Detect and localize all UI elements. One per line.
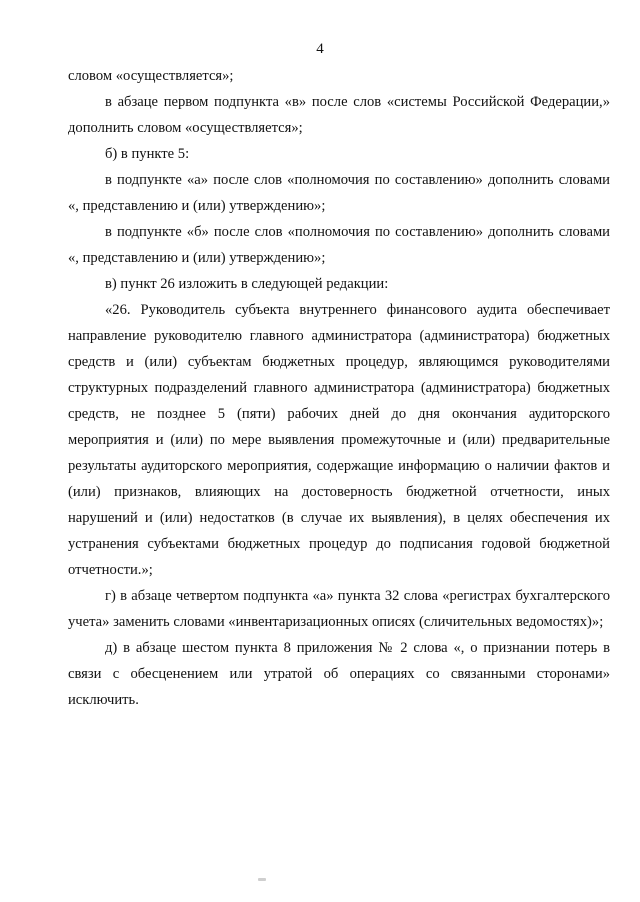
paragraph-item-d: д) в абзаце шестом пункта 8 приложения № 2 слова «, о признании потерь в связи с обесценением или утратой об операциях со связанными сторонами» исключить. [68, 640, 610, 708]
paragraph-subpoint-b: в подпункте «б» после слов «полномочия по составлению» дополнить словами «, представлению и (или) утверждению»; [68, 224, 610, 266]
paragraph-subpoint-a: в подпункте «а» после слов «полномочия по составлению» дополнить словами «, представлению и (или) утверждению»; [68, 172, 610, 214]
paragraph-item-b: б) в пункте 5: [105, 146, 190, 162]
paragraph-point-26: «26. Руководитель субъекта внутреннего финансового аудита обеспечивает направление руководителю главного администратора (администратора) бюджетных средств и (или) субъектам бюджетных процедур, являющимся руководителями структурных подразделений главного администратора (администратора) бюджетных средств, не позднее 5 (пяти) рабочих дней до дня окончания аудиторского мероприятия и (или) по мере выявления промежуточные и (или) предварительные результаты аудиторского мероприятия, содержащие информацию о наличии фактов и (или) признаков, влияющих на достоверность бюджетной отчетности, иных нарушений и (или) недостатков (в случае их выявления), в целях обеспечения их устранения субъектами бюджетных процедур до подписания годовой бюджетной отчетности.»; [68, 302, 610, 578]
page-number: 4 [316, 41, 324, 57]
scan-artifact [258, 878, 266, 881]
paragraph-item-g: г) в абзаце четвертом подпункта «а» пункта 32 слова «регистрах бухгалтерского учета» заменить словами «инвентаризационных описях (сличительных ведомостях)»; [68, 588, 610, 630]
paragraph-continuation: словом «осуществляется»; [68, 68, 234, 84]
paragraph-item-v: в) пункт 26 изложить в следующей редакции: [105, 276, 389, 292]
paragraph-subpoint-v: в абзаце первом подпункта «в» после слов «системы Российской Федерации,» дополнить словом «осуществляется»; [68, 94, 610, 136]
document-body [68, 63, 610, 713]
